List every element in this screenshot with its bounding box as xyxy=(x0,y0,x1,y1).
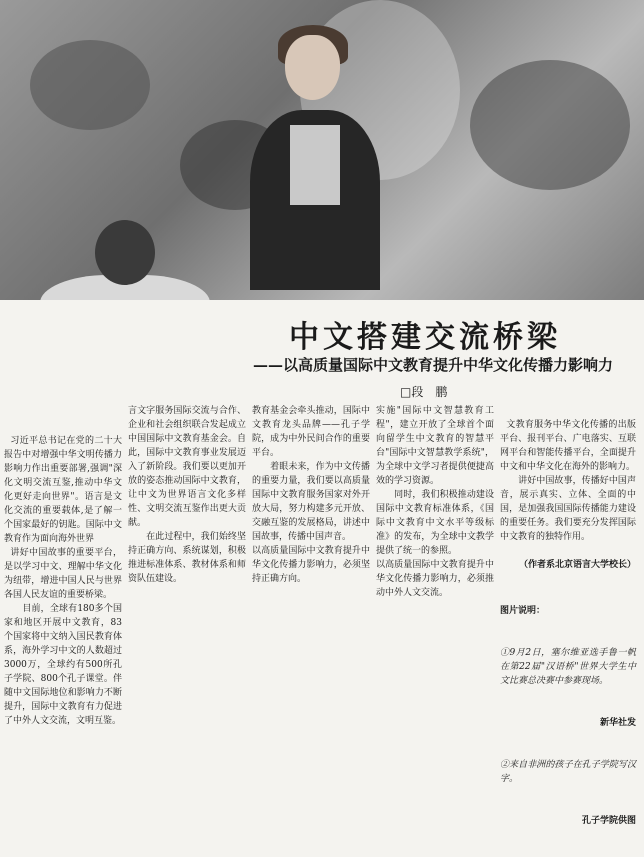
article-headline: 中文搭建交流桥梁 xyxy=(289,320,561,355)
article-column-4: 实施"国际中文智慧教育工程"，建立开放了全球首个面向留学生中文教育的智慧平台"国际中文智慧教学系统"，为全球中文学习者提供便捷高效的学习资源。 同时，我们积极推动建设国际中文教育标准体系，《国际中文教育中文水平等级标准》的发布，为全球中文教学提供了统一的参照。 以高质量国际中文教育提升中华文化传播力影响力，必须推动中外人文交流。 xyxy=(376,406,494,598)
photo-background-shape xyxy=(30,40,150,130)
article-column-3: 教育基金会牵头推动，国际中文教育龙头品牌——孔子学院，成为中外民间合作的重要平台。 着眼未来，作为中文传播的重要力量，我们要以高质量国际中文教育服务国家对外开放大局，努力构建多元开放、交融互鉴的发展格局，讲述中国故事，传播中国声音。 以高质量国际中文教育提升中华文化传播力影响力，必须坚持正确方向。 xyxy=(252,406,370,584)
photo-background-shape xyxy=(470,60,630,190)
student-writing-figure xyxy=(0,215,250,300)
news-photo xyxy=(0,0,644,300)
photo-caption: ②来自非洲的孩子在孔子学院写汉字。 xyxy=(500,760,636,784)
contestant-figure xyxy=(250,15,380,285)
article-subtitle: ——以高质量国际中文教育提升中华文化传播力影响力 xyxy=(252,356,613,374)
photo-caption: ①9月2日，塞尔维亚选手鲁一帆在第22届"汉语桥"世界大学生中文比赛总决赛中参赛现场。 xyxy=(500,648,636,686)
caption-title: 图片说明： xyxy=(500,606,546,616)
photo-credit: 孔子学院供图 xyxy=(581,816,636,826)
article-column-5 xyxy=(500,404,636,842)
column-text: 讲好中国故事的重要平台，是以学习中文、理解中华文化为纽带，增进中国人民与世界各国人民友谊的重要桥梁。 目前，全球有180多个国家和地区开展中文教育，83个国家将中文纳入国民教育体系，海外学习中文的人数超过3000万，全球约有500所孔子学院、800个孔子课堂。伴随中文国际地位和影响力不断提升，国际中文教育有力促进了中外人文交流，文明互鉴。 xyxy=(4,548,122,726)
column-text: 文教育服务中华文化传播的出版平台、报刊平台、广电落实、互联网平台和智能传播平台，全面提升中文和中华文化在海外的影响力。 讲好中国故事，传播好中国声音，展示真实、立体、全面的中国，是加强我国国际传播能力建设的重要任务。我们要充分发挥国际中文教育的独特作用。 xyxy=(500,420,636,542)
author-credit: （作者系北京语言大学校长） xyxy=(518,560,636,570)
article-column-1 xyxy=(4,420,122,728)
intro-paragraph: 习近平总书记在党的二十大报告中对增强中华文明传播力影响力作出重要部署,强调"深化文明交流互鉴,推动中华文化更好走向世界"。语言是文化交流的重要载体,是了解一个国家最好的钥匙。国际中文教育作为面向海外世界 xyxy=(4,436,122,544)
article-author: □段 鹏 xyxy=(400,385,448,399)
article-column-2: 言文字服务国际交流与合作、企业和社会组织联合发起成立中国国际中文教育基金会。自此，国际中文教育事业发展迈入了新阶段。我们要以更加开放的姿态推动国际中文教育，让中文为世界语言文化多样性、文明交流互鉴作出更大贡献。 在此过程中，我们始终坚持正确方向、系统谋划，积极推进标准体系、教材体系和师资队伍建设。 xyxy=(128,406,246,584)
photo-credit: 新华社发 xyxy=(599,718,636,728)
